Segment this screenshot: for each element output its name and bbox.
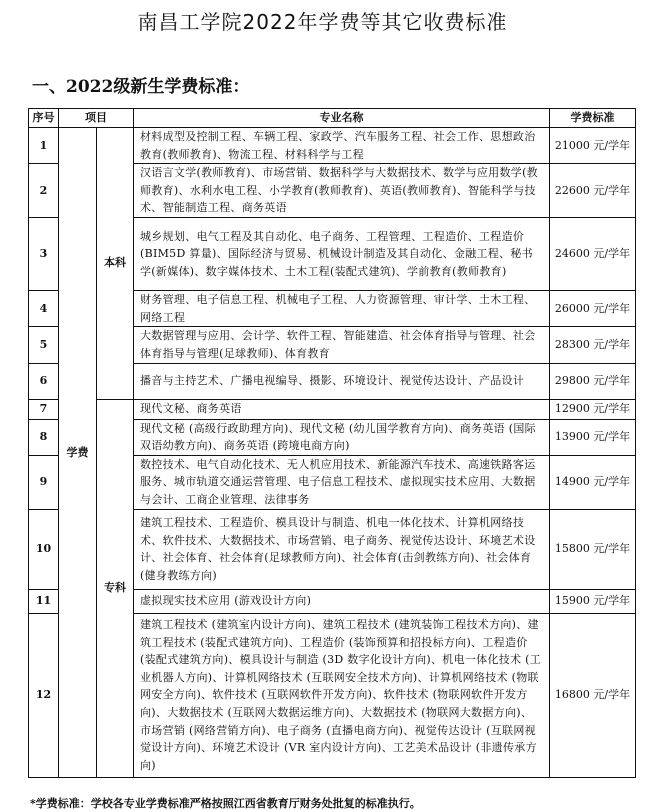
row-no: 4 bbox=[29, 291, 59, 327]
row-fee: 24600 元/学年 bbox=[550, 218, 636, 291]
row-fee: 15900 元/学年 bbox=[550, 589, 636, 613]
row-fee: 28300 元/学年 bbox=[550, 327, 636, 363]
header-item: 项目 bbox=[59, 109, 134, 128]
header-no: 序号 bbox=[29, 109, 59, 128]
row-majors: 建筑工程技术、工程造价、模具设计与制造、机电一体化技术、计算机网络技术、软件技术、大数据技术、市场营销、电子商务、视觉传达设计、环境艺术设计、社会体育、社会体育(足球教师方向)、社会体育(击剑教练方向)、社会体育(健身教练方向) bbox=[134, 509, 550, 589]
header-fee: 学费标准 bbox=[550, 109, 636, 128]
row-majors: 现代文秘 (高级行政助理方向)、现代文秘 (幼儿国学教育方向)、商务英语 (国际双语幼教方向)、商务英语 (跨境电商方向) bbox=[134, 419, 550, 455]
row-majors: 虚拟现实技术应用 (游戏设计方向) bbox=[134, 589, 550, 613]
row-majors: 大数据管理与应用、会计学、软件工程、智能建造、社会体育指导与管理、社会体育指导与管理(足球教师)、体育教育 bbox=[134, 327, 550, 363]
row-fee: 26000 元/学年 bbox=[550, 291, 636, 327]
row-no: 12 bbox=[29, 613, 59, 777]
row-fee: 22600 元/学年 bbox=[550, 164, 636, 218]
row-majors: 财务管理、电子信息工程、机械电子工程、人力资源管理、审计学、土木工程、网络工程 bbox=[134, 291, 550, 327]
row-no: 6 bbox=[29, 363, 59, 399]
table-row bbox=[29, 128, 636, 164]
header-major: 专业名称 bbox=[134, 109, 550, 128]
table-row bbox=[29, 399, 636, 419]
row-no: 5 bbox=[29, 327, 59, 363]
category-cell: 学费 bbox=[59, 128, 97, 778]
row-no: 1 bbox=[29, 128, 59, 164]
row-majors: 建筑工程技术 (建筑室内设计方向)、建筑工程技术 (建筑装饰工程技术方向)、建筑工程技术 (装配式建筑方向)、工程造价 (装饰预算和招投标方向)、工程造价 (装配式建筑方向)、模具设计与制造 (3D 数字化设计方向)、机电一体化技术 (工业机器人方向)、计算机网络技术 (互联网安全技术方向)、计算机网络技术 (物联网安全方向)、软件技术 (互联网软件开发方向)、软件技术 (物联网软件开发方向)、大数据技术 (互联网大数据运维方向)、大数据技术 (物联网大数据方向)、市场营销 (网络营销方向)、电子商务 (直播电商方向)、视觉传达设计 (互联网视觉设计方向)、环境艺术设计 (VR 室内设计方向)、工艺美术品设计 (非遗传承方向) bbox=[134, 613, 550, 777]
row-fee: 14900 元/学年 bbox=[550, 455, 636, 509]
row-majors: 播音与主持艺术、广播电视编导、摄影、环境设计、视觉传达设计、产品设计 bbox=[134, 363, 550, 399]
row-majors: 现代文秘、商务英语 bbox=[134, 399, 550, 419]
row-fee: 16800 元/学年 bbox=[550, 613, 636, 777]
row-majors: 材料成型及控制工程、车辆工程、家政学、汽车服务工程、社会工作、思想政治教育(教师教育)、物流工程、材料科学与工程 bbox=[134, 128, 550, 164]
table-header-row bbox=[29, 109, 636, 128]
row-no: 11 bbox=[29, 589, 59, 613]
row-fee: 21000 元/学年 bbox=[550, 128, 636, 164]
document-title: 南昌工学院2022年学费等其它收费标准 bbox=[137, 10, 508, 34]
row-no: 7 bbox=[29, 399, 59, 419]
fee-table bbox=[28, 108, 636, 778]
row-fee: 15800 元/学年 bbox=[550, 509, 636, 589]
row-majors: 数控技术、电气自动化技术、无人机应用技术、新能源汽车技术、高速铁路客运服务、城市轨道交通运营管理、电子信息工程技术、虚拟现实技术应用、大数据与会计、工商企业管理、法律事务 bbox=[134, 455, 550, 509]
row-no: 3 bbox=[29, 218, 59, 291]
section-heading: 一、2022级新生学费标准： bbox=[32, 77, 250, 97]
footnote: *学费标准：学校各专业学费标准严格按照江西省教育厅财务处批复的标准执行。 bbox=[30, 797, 421, 810]
row-no: 2 bbox=[29, 164, 59, 218]
row-majors: 汉语言文学(教师教育)、市场营销、数据科学与大数据技术、数学与应用数学(教师教育)、水利水电工程、小学教育(教师教育)、英语(教师教育)、智能科学与技术、智能制造工程、商务英语 bbox=[134, 164, 550, 218]
level-undergrad: 本科 bbox=[97, 128, 134, 400]
row-fee: 29800 元/学年 bbox=[550, 363, 636, 399]
row-fee: 13900 元/学年 bbox=[550, 419, 636, 455]
level-junior: 专科 bbox=[97, 399, 134, 777]
row-no: 8 bbox=[29, 419, 59, 455]
row-no: 10 bbox=[29, 509, 59, 589]
row-fee: 12900 元/学年 bbox=[550, 399, 636, 419]
row-majors: 城乡规划、电气工程及其自动化、电子商务、工程管理、工程造价、工程造价(BIM5D 算量)、国际经济与贸易、机械设计制造及其自动化、金融工程、秘书学(新媒体)、数字媒体技术、土木工程(装配式建筑)、学前教育(教师教育) bbox=[134, 218, 550, 291]
row-no: 9 bbox=[29, 455, 59, 509]
